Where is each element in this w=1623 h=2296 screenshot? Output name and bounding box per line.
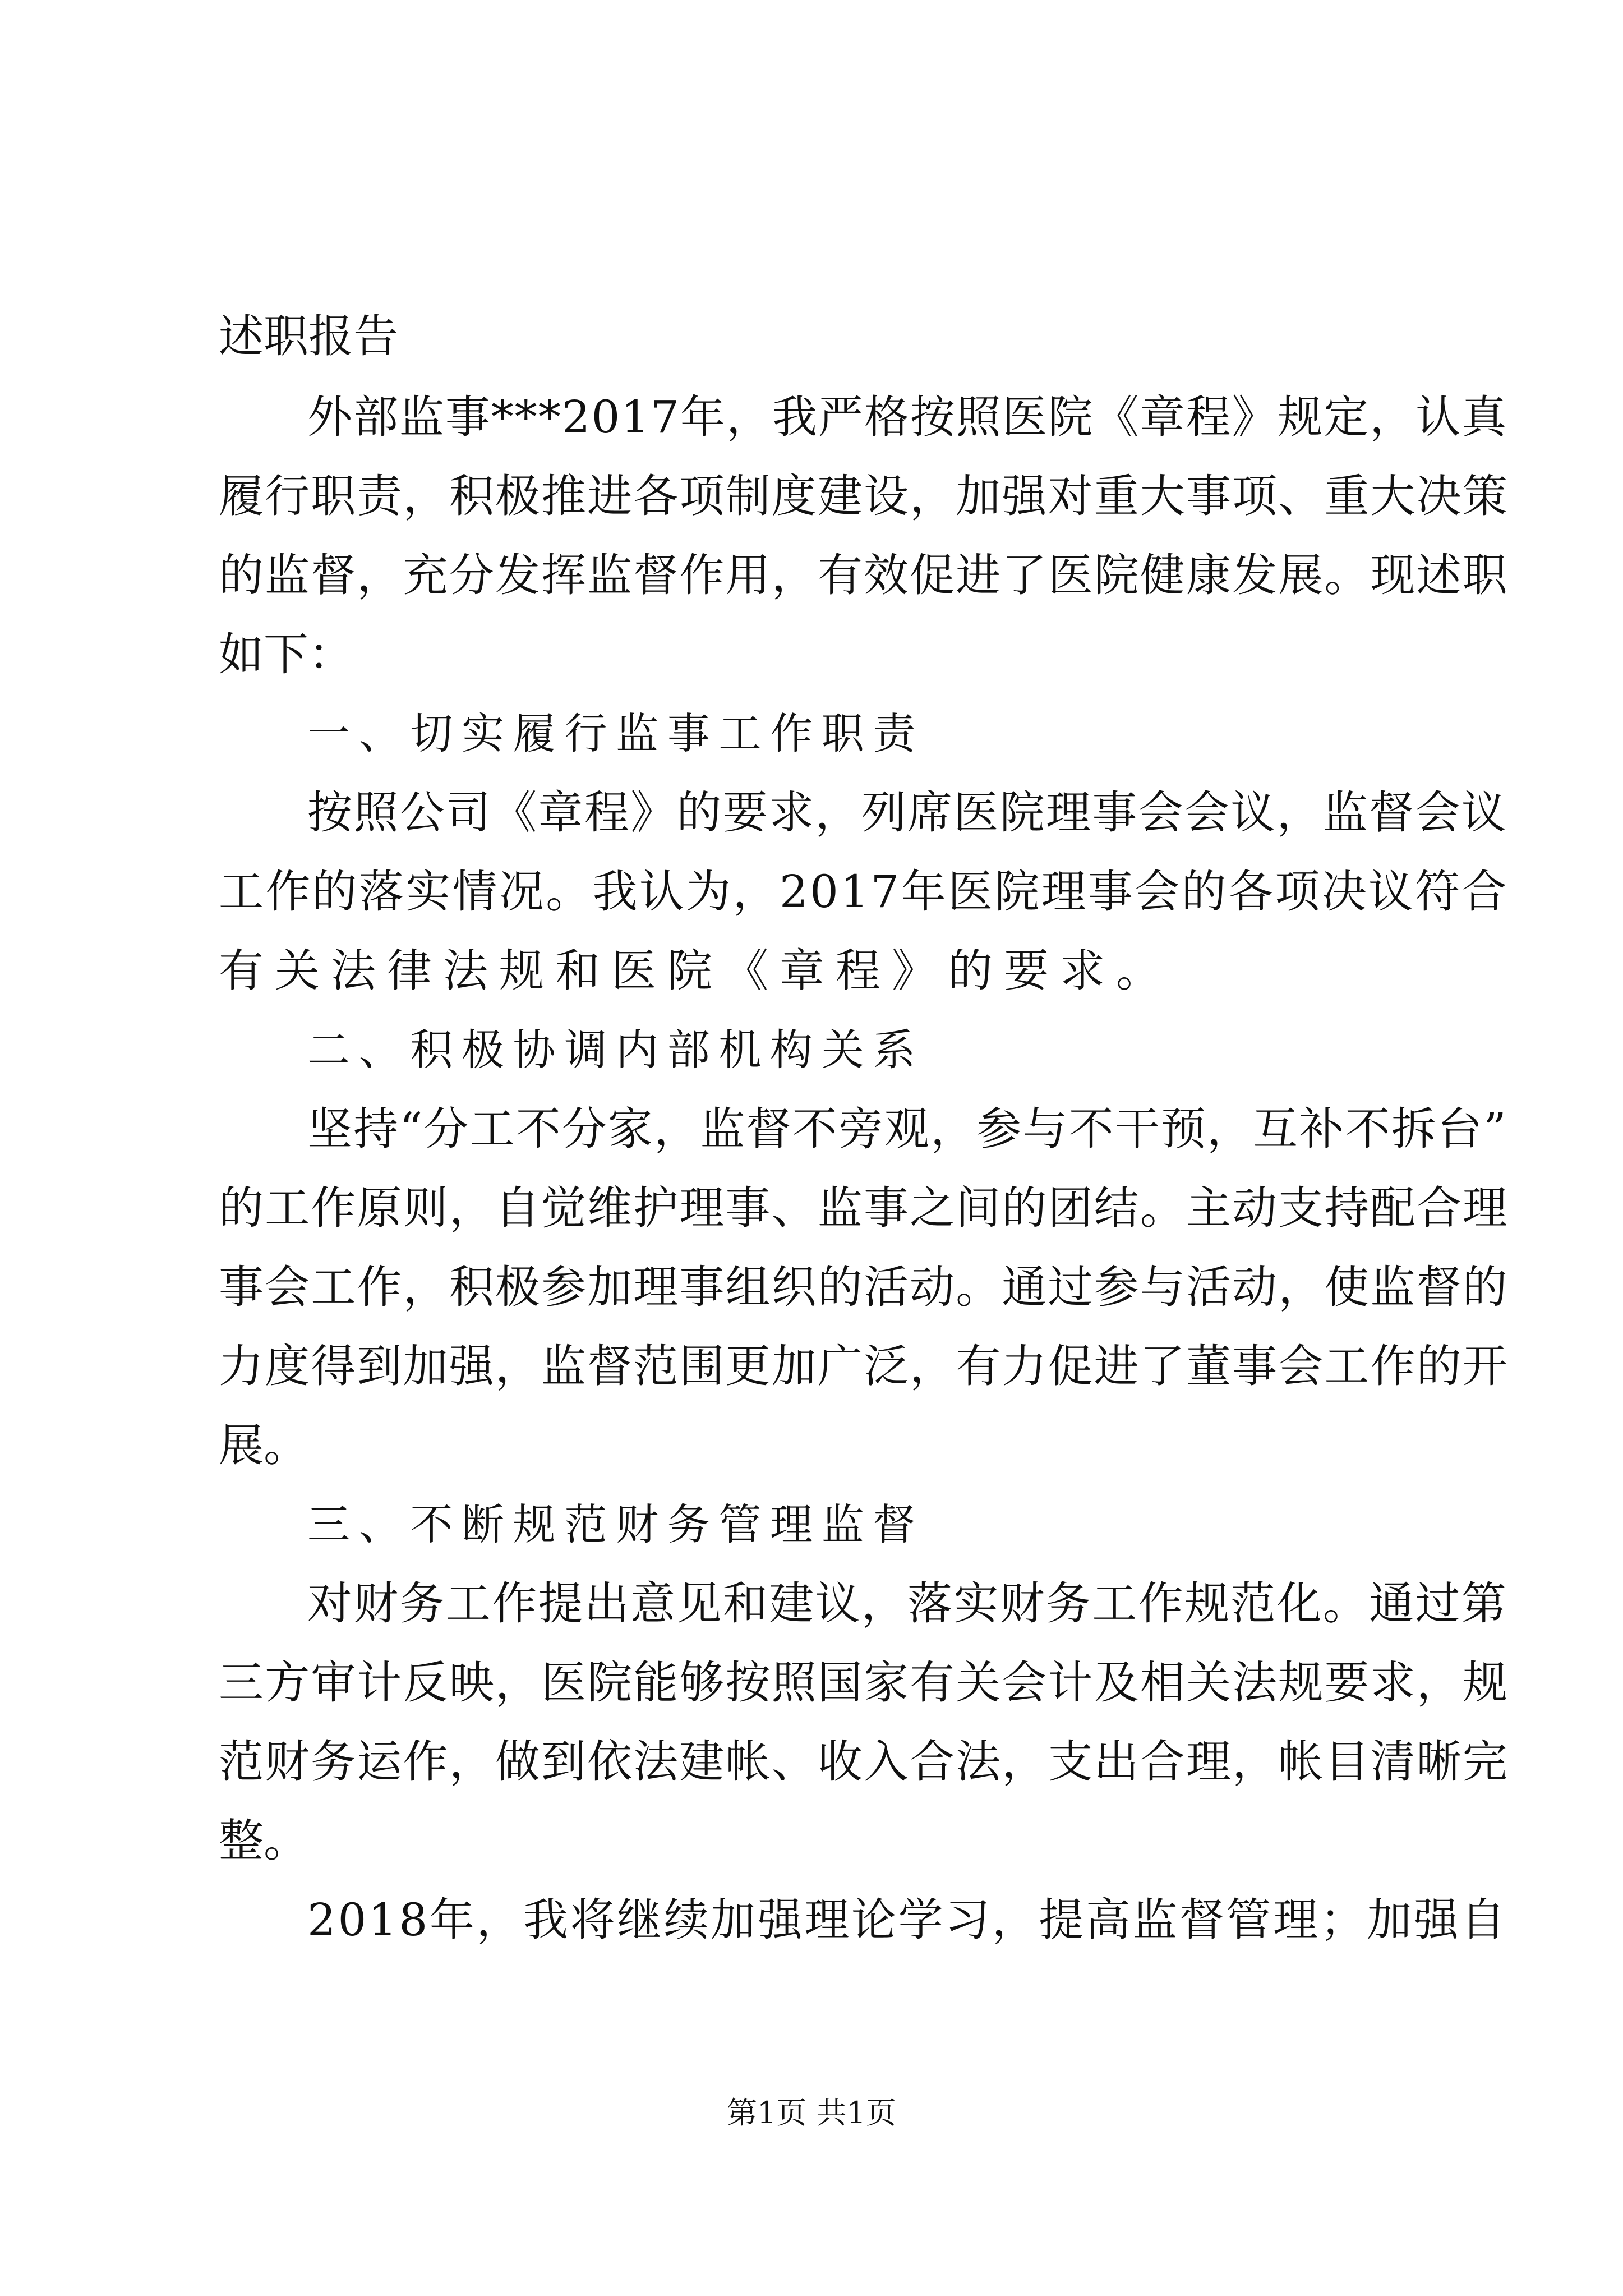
- paragraph-line: 的工作原则，自觉维护理事、监事之间的团结。主动支持配合理: [219, 1182, 1509, 1234]
- paragraph-line: 对财务工作提出意见和建议，落实财务工作规范化。通过第: [307, 1577, 1508, 1630]
- paragraph-line: 如下：: [219, 628, 353, 680]
- section-heading-2: 二、积极协调内部机构关系: [307, 1025, 925, 1075]
- paragraph-line: 展。: [219, 1419, 308, 1471]
- section-heading-3: 三、不断规范财务管理监督: [307, 1499, 925, 1549]
- paragraph-line: 有关法律法规和医院《章程》的要求。: [219, 945, 1172, 997]
- section-heading-1: 一、切实履行监事工作职责: [307, 708, 925, 758]
- page-footer: 第1页 共1页: [727, 2095, 896, 2131]
- paragraph-line: 事会工作，积极参加理事组织的活动。通过参与活动，使监督的: [219, 1261, 1509, 1313]
- paragraph-line: 的监督，充分发挥监督作用，有效促进了医院健康发展。现述职: [219, 549, 1509, 601]
- paragraph-line: 外部监事***2017年，我严格按照医院《章程》规定，认真: [307, 391, 1508, 443]
- paragraph-line: 整。: [219, 1815, 308, 1867]
- paragraph-line: 力度得到加强，监督范围更加广泛，有力促进了董事会工作的开: [219, 1340, 1509, 1392]
- paragraph-line: 履行职责，积极推进各项制度建设，加强对重大事项、重大决策: [219, 470, 1509, 522]
- paragraph-line: 工作的落实情况。我认为，2017年医院理事会的各项决议符合: [219, 866, 1509, 918]
- paragraph-line: 三方审计反映，医院能够按照国家有关会计及相关法规要求，规: [219, 1657, 1509, 1709]
- document-title: 述职报告: [219, 310, 398, 362]
- paragraph-line: 2018年，我将继续加强理论学习，提高监督管理；加强自: [307, 1894, 1507, 1946]
- paragraph-line: 范财务运作，做到依法建帐、收入合法，支出合理，帐目清晰完: [219, 1736, 1509, 1788]
- paragraph-line: 按照公司《章程》的要求，列席医院理事会会议，监督会议: [307, 786, 1508, 839]
- paragraph-line: 坚持“分工不分家，监督不旁观，参与不干预，互补不拆台”: [307, 1103, 1508, 1155]
